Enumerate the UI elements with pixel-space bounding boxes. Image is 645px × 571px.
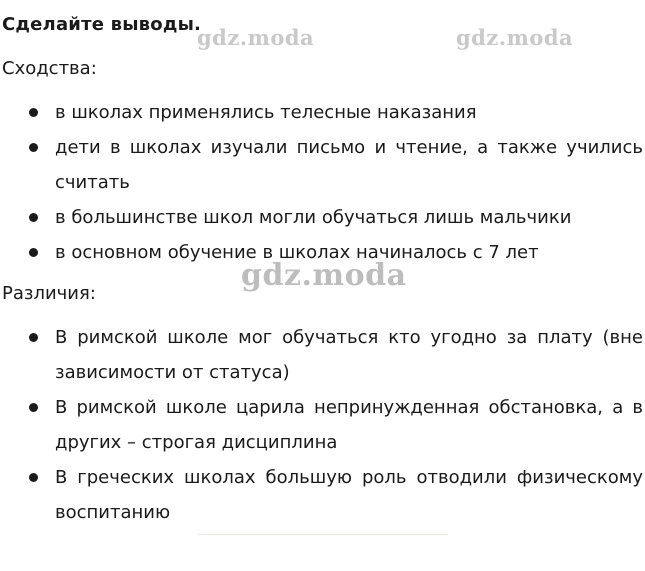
list-item-text: В римской школе мог обучаться кто угодно за плату (вне зависимости от статуса) — [55, 327, 643, 383]
differences-label: Различия: — [2, 283, 96, 304]
list-item-text: дети в школах изучали письмо и чтение, а также учились считать — [55, 137, 643, 193]
watermark: gdz.moda — [197, 25, 315, 50]
watermark: gdz.moda — [456, 25, 574, 50]
list-item — [0, 200, 645, 235]
bullet-icon — [29, 143, 38, 152]
bullet-icon — [29, 248, 38, 257]
bullet-icon — [29, 213, 38, 222]
list-item — [0, 95, 645, 130]
bullet-icon — [29, 108, 38, 117]
list-item-text: В римской школе царила непринужденная обстановка, а в других – строгая дисциплина — [55, 397, 643, 453]
list-item — [0, 320, 645, 390]
bullet-icon — [29, 333, 38, 342]
list-item-text: в школах применялись телесные наказания — [55, 102, 477, 123]
similarities-label: Сходства: — [2, 58, 97, 79]
list-item — [0, 390, 645, 460]
divider — [198, 534, 448, 535]
bullet-icon — [29, 473, 38, 482]
bullet-icon — [29, 403, 38, 412]
list-item-text: в большинстве школ могли обучаться лишь мальчики — [55, 207, 572, 228]
list-item — [0, 460, 645, 530]
differences-list — [0, 320, 645, 530]
list-item-text: в основном обучение в школах начиналось с 7 лет — [55, 242, 539, 263]
page-heading: Сделайте выводы. — [2, 14, 202, 35]
watermark: gdz.moda — [241, 258, 407, 293]
similarities-list — [0, 95, 645, 270]
list-item-text: В греческих школах большую роль отводили физическому воспитанию — [55, 467, 643, 523]
list-item — [0, 130, 645, 200]
